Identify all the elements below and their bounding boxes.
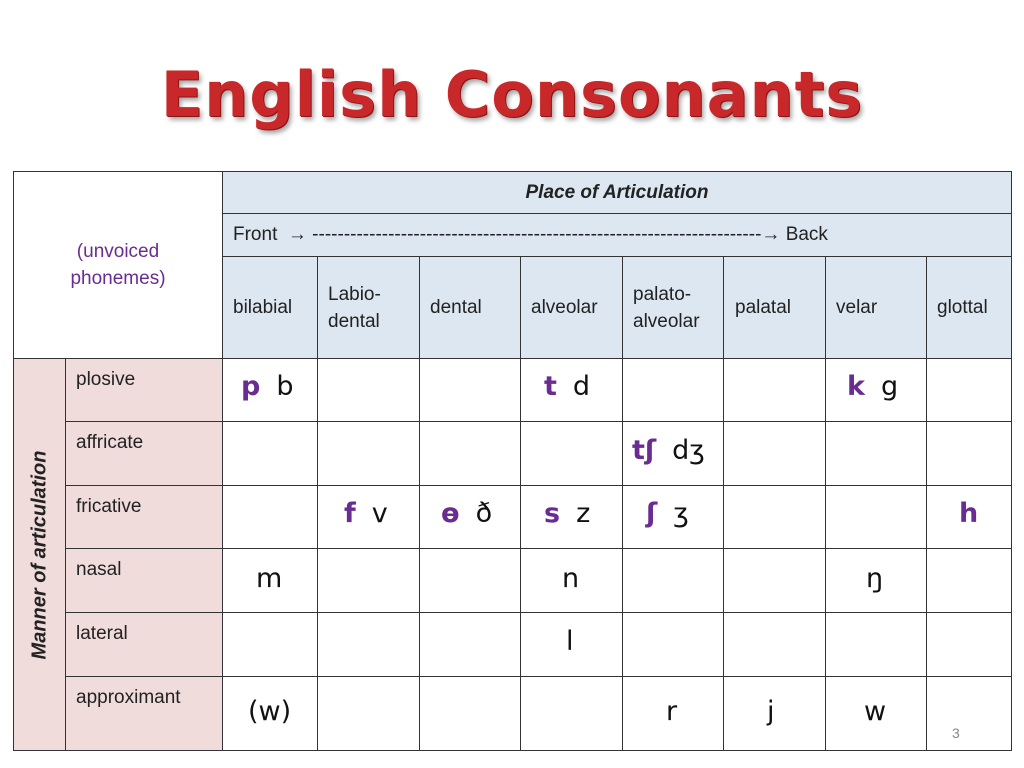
column-divider: [419, 256, 420, 751]
place-labiodental: Labio- dental: [328, 284, 381, 332]
row-divider: [65, 421, 1012, 422]
row-divider: [65, 485, 1012, 486]
table-border-right: [1011, 171, 1012, 751]
column-divider: [65, 358, 66, 751]
place-bilabial: bilabial: [233, 297, 293, 318]
corner-label: [14, 238, 222, 292]
voiced-phoneme: (w): [248, 696, 292, 727]
unvoiced-phoneme: p: [241, 371, 261, 402]
voiced-phoneme: dʒ: [672, 435, 705, 466]
phoneme-cell: [666, 696, 677, 727]
phoneme-cell: [959, 498, 978, 529]
table-border-bottom: [13, 750, 1012, 751]
voiced-phoneme: ŋ: [866, 563, 884, 594]
column-divider: [222, 171, 223, 751]
place-velar: velar: [836, 297, 878, 318]
place-alveolar: alveolar: [531, 297, 598, 318]
corner-label-line2: phonemes): [70, 268, 166, 289]
column-divider: [723, 256, 724, 751]
manner-lateral: lateral: [76, 623, 128, 644]
phoneme-cell: [248, 696, 291, 727]
unvoiced-phoneme: h: [959, 498, 979, 529]
phoneme-cell: [544, 498, 590, 529]
place-palatoalveolar: palato- alveolar: [633, 284, 700, 332]
voiced-phoneme: r: [666, 696, 678, 727]
phoneme-cell: [544, 371, 590, 402]
page-title: English Consonants: [160, 58, 864, 131]
front-back-direction: Front → -----------------------------------------------------------------------→ Back: [233, 224, 828, 245]
voiced-phoneme: j: [767, 696, 775, 727]
unvoiced-phoneme: s: [544, 498, 561, 529]
phoneme-cell: [241, 371, 293, 402]
phoneme-cell: [767, 696, 775, 727]
phoneme-cell: [864, 696, 886, 727]
row-divider: [222, 256, 1012, 257]
table-border-top: [13, 171, 1012, 172]
voiced-phoneme: v: [371, 498, 388, 529]
voiced-phoneme: w: [864, 696, 887, 727]
place-dental: dental: [430, 297, 482, 318]
phoneme-cell: [562, 563, 579, 594]
corner-label-line1: (unvoiced: [76, 241, 160, 262]
voiced-phoneme: n: [562, 563, 580, 594]
column-divider: [825, 256, 826, 751]
phoneme-cell: [441, 498, 492, 529]
phoneme-cell: [344, 498, 388, 529]
column-divider: [926, 256, 927, 751]
voiced-phoneme: ð: [475, 498, 493, 529]
row-divider: [65, 548, 1012, 549]
phoneme-cell: [632, 435, 705, 466]
unvoiced-phoneme: tʃ: [632, 435, 657, 466]
voiced-phoneme: l: [566, 626, 574, 657]
voiced-phoneme: ʒ: [673, 498, 689, 529]
manner-of-articulation-header: Manner of articulation: [28, 450, 51, 660]
unvoiced-phoneme: ɵ: [441, 498, 460, 529]
unvoiced-phoneme: k: [847, 371, 865, 402]
phoneme-cell: [866, 563, 883, 594]
voiced-phoneme: z: [576, 498, 591, 529]
page-number: 3: [952, 725, 960, 741]
row-divider: [65, 676, 1012, 677]
phoneme-cell: [847, 371, 898, 402]
place-glottal: glottal: [937, 297, 988, 318]
manner-fricative: fricative: [76, 496, 142, 517]
unvoiced-phoneme: ʃ: [646, 498, 658, 529]
place-of-articulation-header: Place of Articulation: [525, 182, 709, 203]
voiced-phoneme: d: [572, 371, 591, 402]
row-divider: [222, 213, 1012, 214]
manner-plosive: plosive: [76, 369, 136, 390]
column-divider: [317, 256, 318, 751]
column-divider: [622, 256, 623, 751]
row-divider: [65, 612, 1012, 613]
column-divider: [520, 256, 521, 751]
phoneme-cell: [646, 498, 689, 529]
manner-nasal: nasal: [76, 559, 122, 580]
row-divider: [13, 358, 1012, 359]
phoneme-cell: [566, 626, 574, 657]
unvoiced-phoneme: f: [344, 498, 356, 529]
voiced-phoneme: b: [276, 371, 294, 402]
voiced-phoneme: g: [880, 371, 899, 402]
place-palatal: palatal: [735, 297, 791, 318]
phoneme-cell: [256, 563, 282, 594]
manner-affricate: affricate: [76, 432, 144, 453]
unvoiced-phoneme: t: [544, 371, 557, 402]
voiced-phoneme: m: [256, 563, 283, 594]
manner-approximant: approximant: [76, 687, 181, 708]
